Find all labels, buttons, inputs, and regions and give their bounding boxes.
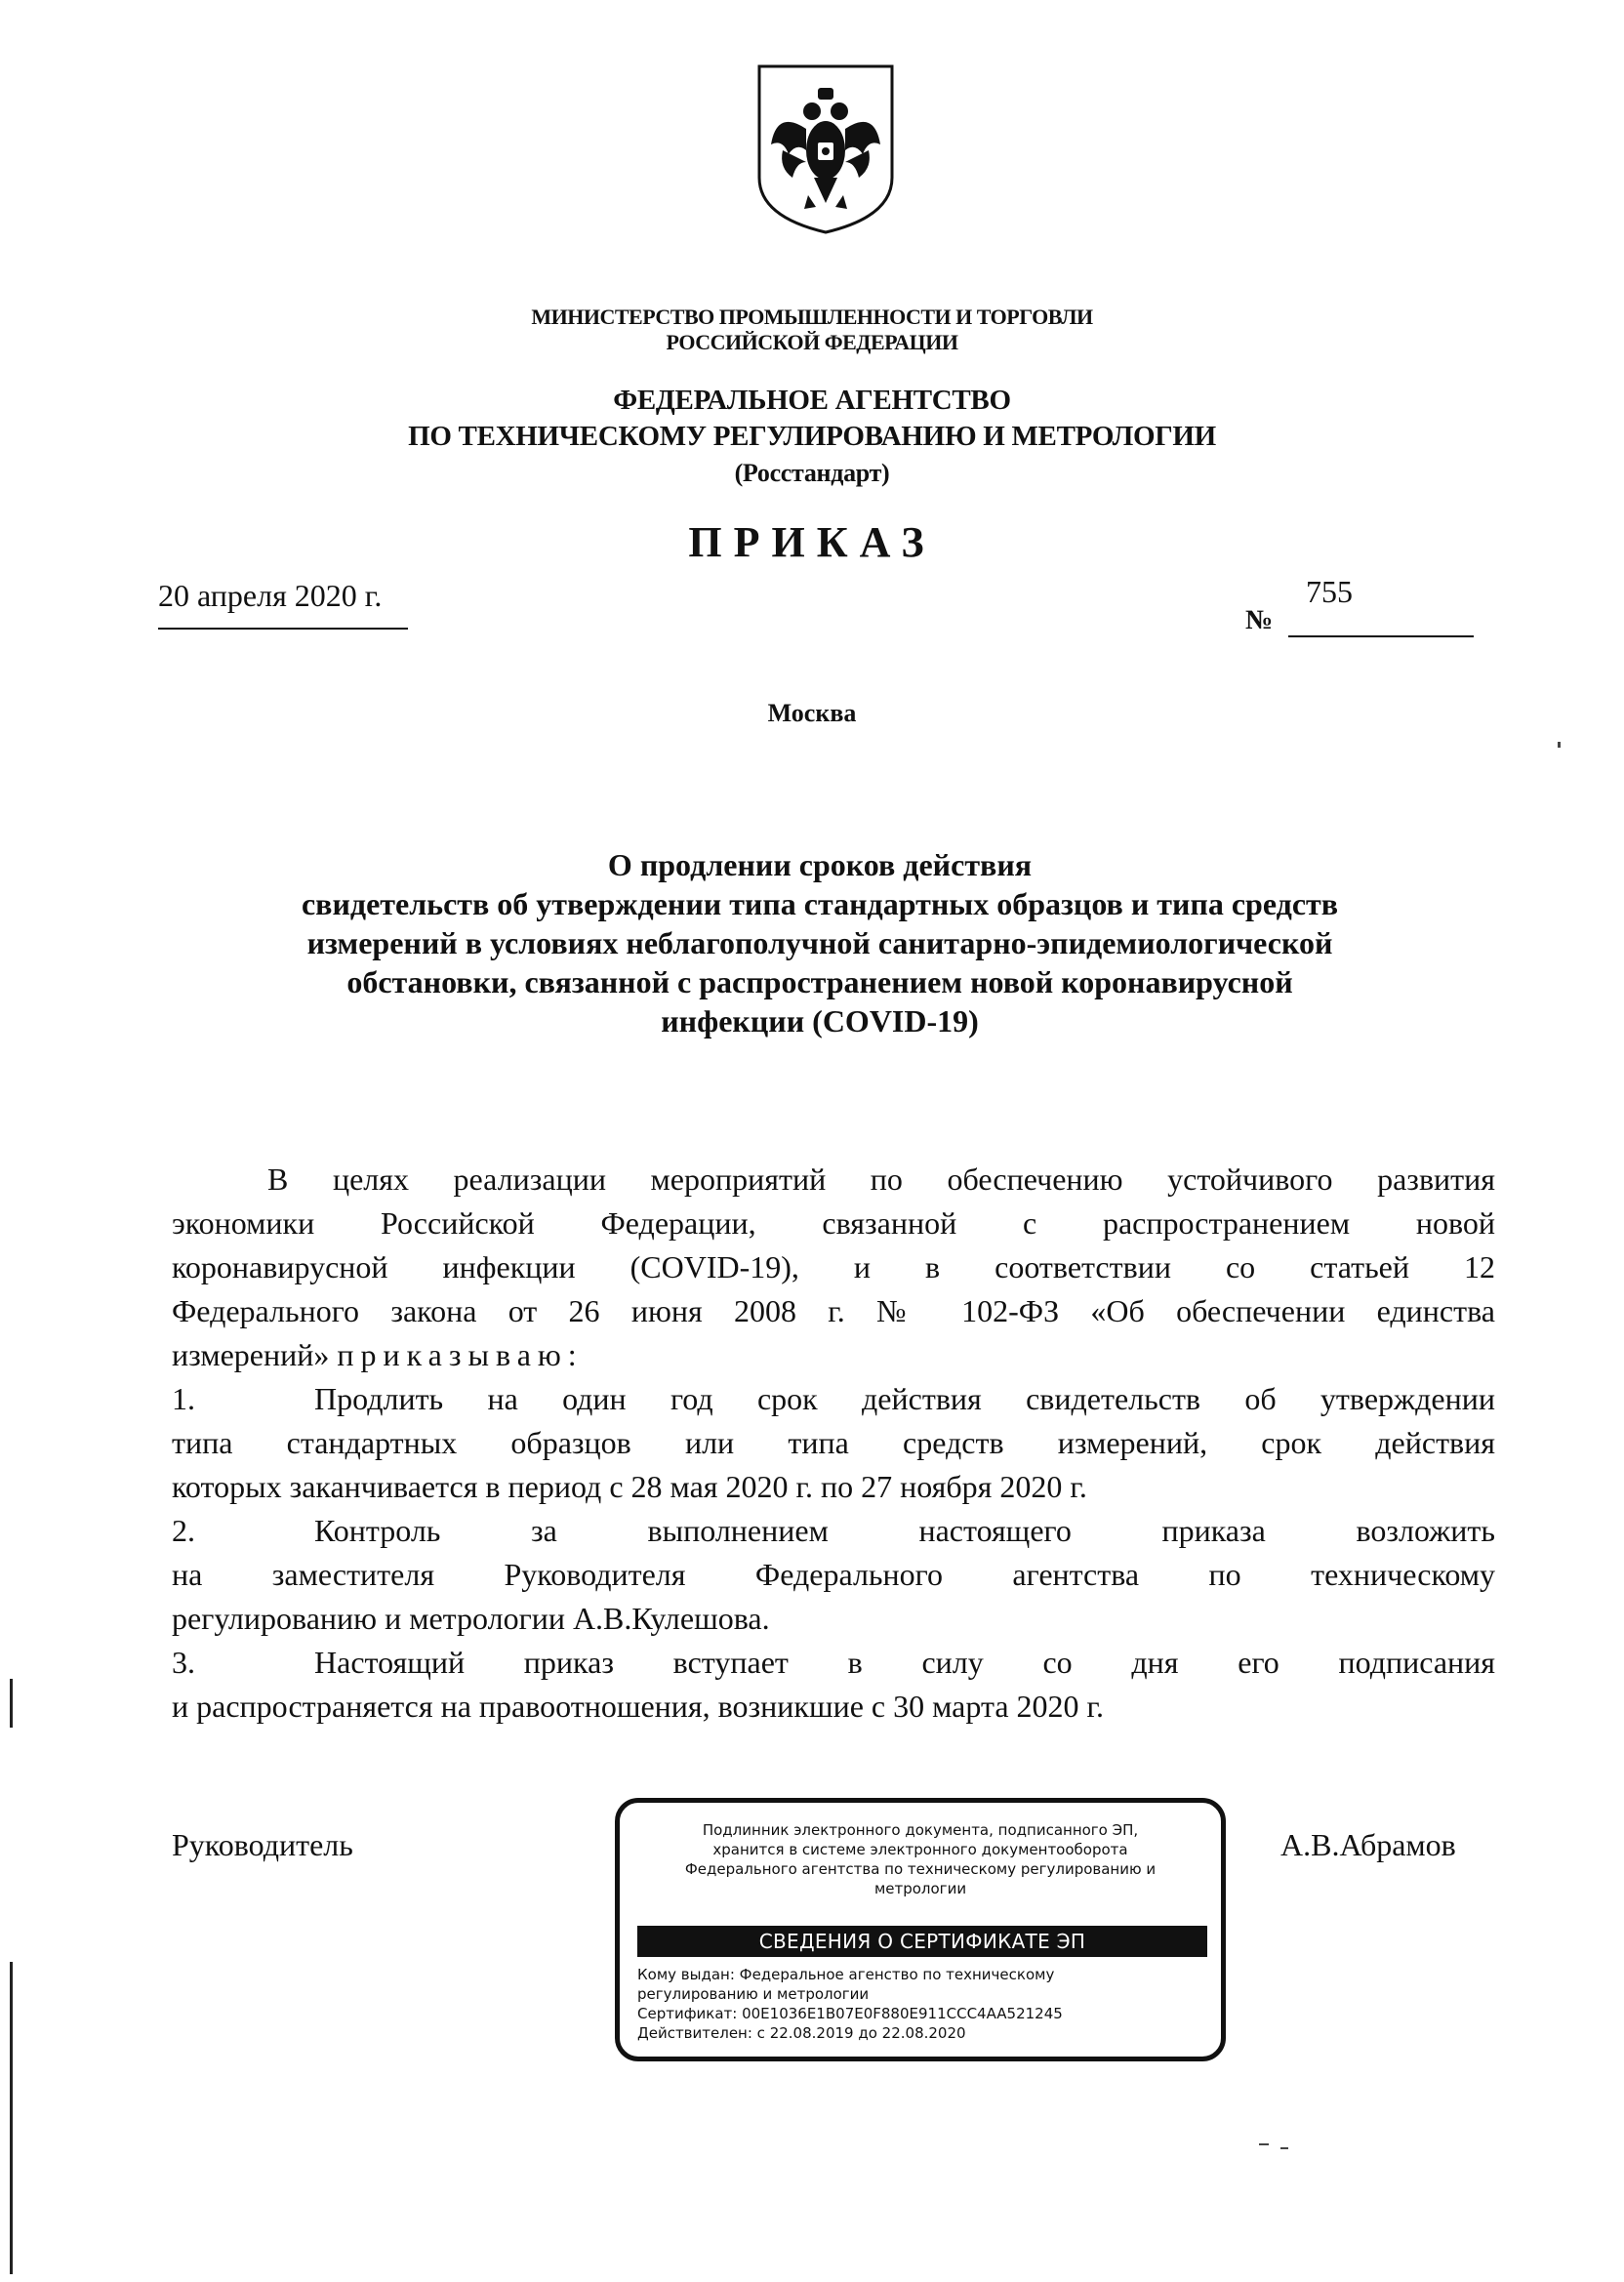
item-line: и распространяется на правоотношения, возникшие с 30 марта 2020 г.: [172, 1689, 1105, 1724]
item-number: 1.: [172, 1381, 195, 1416]
preamble-line: экономики Российской Федерации, связанной с распространением новой: [172, 1205, 1495, 1241]
title-line: измерений в условиях неблагополучной санитарно-эпидемиологической: [306, 925, 1333, 960]
signer-position: Руководитель: [172, 1827, 353, 1862]
item-line: регулированию и метрологии А.В.Кулешова.: [172, 1601, 770, 1636]
stamp-intro-line: Подлинник электронного документа, подписанного ЭП,: [702, 1821, 1139, 1839]
ministry-line-2: РОССИЙСКОЙ ФЕДЕРАЦИИ: [666, 330, 958, 354]
title-line: инфекции (COVID-19): [661, 1003, 979, 1039]
order-date: 20 апреля 2020 г.: [158, 578, 383, 613]
ministry-line-1: МИНИСТЕРСТВО ПРОМЫШЛЕННОСТИ И ТОРГОВЛИ: [531, 305, 1093, 329]
stamp-intro: [620, 1820, 1221, 1898]
agency-line-3: (Росстандарт): [734, 459, 890, 487]
document-type-title: ПРИКАЗ: [688, 518, 936, 566]
ministry-heading: [0, 305, 1624, 355]
certificate-serial: Сертификат: 00E1036E1B07E0F880E911CCC4AA521245: [637, 2005, 1063, 2022]
scan-speck: [1280, 2147, 1288, 2149]
preamble-line: В целях реализации мероприятий по обеспечению устойчивого развития: [267, 1161, 1495, 1197]
item-line: Контроль за выполнением настоящего приказа возложить: [314, 1513, 1495, 1548]
scan-margin-mark: [10, 1962, 13, 2274]
issued-to-continued: регулированию и метрологии: [637, 1985, 870, 2003]
item-number: 2.: [172, 1513, 195, 1548]
preamble-tail: измерений»: [172, 1337, 330, 1372]
title-line: О продлении сроков действия: [607, 847, 1033, 882]
issued-to: Кому выдан: Федеральное агенство по техническому: [637, 1966, 1055, 1983]
city-name: Москва: [767, 699, 857, 727]
title-line: обстановки, связанной с распространением новой коронавирусной: [346, 964, 1293, 999]
item-line: которых заканчивается в период с 28 мая 2020 г. по 27 ноября 2020 г.: [172, 1469, 1087, 1504]
number-underline: [1288, 635, 1474, 637]
agency-line-1: ФЕДЕРАЛЬНОЕ АГЕНТСТВО: [613, 385, 1011, 416]
item-line: Продлить на один год срок действия свидетельств об утверждении: [314, 1381, 1495, 1416]
item-line: на заместителя Руководителя Федерального агентства по техническому: [172, 1557, 1495, 1592]
order-word: приказываю:: [337, 1337, 584, 1372]
stamp-intro-line: хранится в системе электронного документооборота: [712, 1841, 1128, 1858]
electronic-signature-stamp: [615, 1798, 1226, 2061]
scan-speck: [1259, 2143, 1269, 2145]
item-line: типа стандартных образцов или типа средств измерений, срок действия: [172, 1425, 1495, 1460]
item-line: Настоящий приказ вступает в силу со дня его подписания: [314, 1645, 1495, 1680]
number-sign: №: [1245, 605, 1274, 635]
item-number: 3.: [172, 1645, 195, 1680]
order-title: [156, 845, 1483, 1040]
certificate-details: [637, 1965, 1207, 2043]
order-number: 755: [1306, 574, 1353, 609]
order-item-2: [172, 1509, 1495, 1553]
scan-speck: [1558, 742, 1561, 748]
preamble-line-last: [172, 1333, 1495, 1377]
preamble-line: Федерального закона от 26 июня 2008 г. № 102-ФЗ «Об обеспечении единства: [172, 1293, 1495, 1328]
preamble-line: коронавирусной инфекции (COVID-19), и в соответствии со статьей 12: [172, 1249, 1495, 1284]
title-line: свидетельств об утверждении типа стандартных образцов и типа средств: [301, 886, 1339, 921]
order-item-1: [172, 1377, 1495, 1421]
certificate-validity: Действителен: с 22.08.2019 до 22.08.2020: [637, 2024, 966, 2042]
agency-heading: [0, 383, 1624, 491]
agency-line-2: ПО ТЕХНИЧЕСКОМУ РЕГУЛИРОВАНИЮ И МЕТРОЛОГИИ: [408, 421, 1216, 452]
stamp-intro-line: метрологии: [873, 1880, 967, 1897]
russian-coat-of-arms-icon: [753, 61, 898, 236]
signer-name: А.В.Абрамов: [1280, 1827, 1456, 1862]
stamp-intro-line: Федерального агентства по техническому регулированию и: [684, 1860, 1157, 1878]
order-body: [172, 1158, 1495, 1729]
date-underline: [158, 628, 408, 630]
certificate-header: СВЕДЕНИЯ О СЕРТИФИКАТЕ ЭП: [637, 1926, 1207, 1957]
scan-margin-mark: [10, 1679, 13, 1728]
order-item-3: [172, 1641, 1495, 1685]
